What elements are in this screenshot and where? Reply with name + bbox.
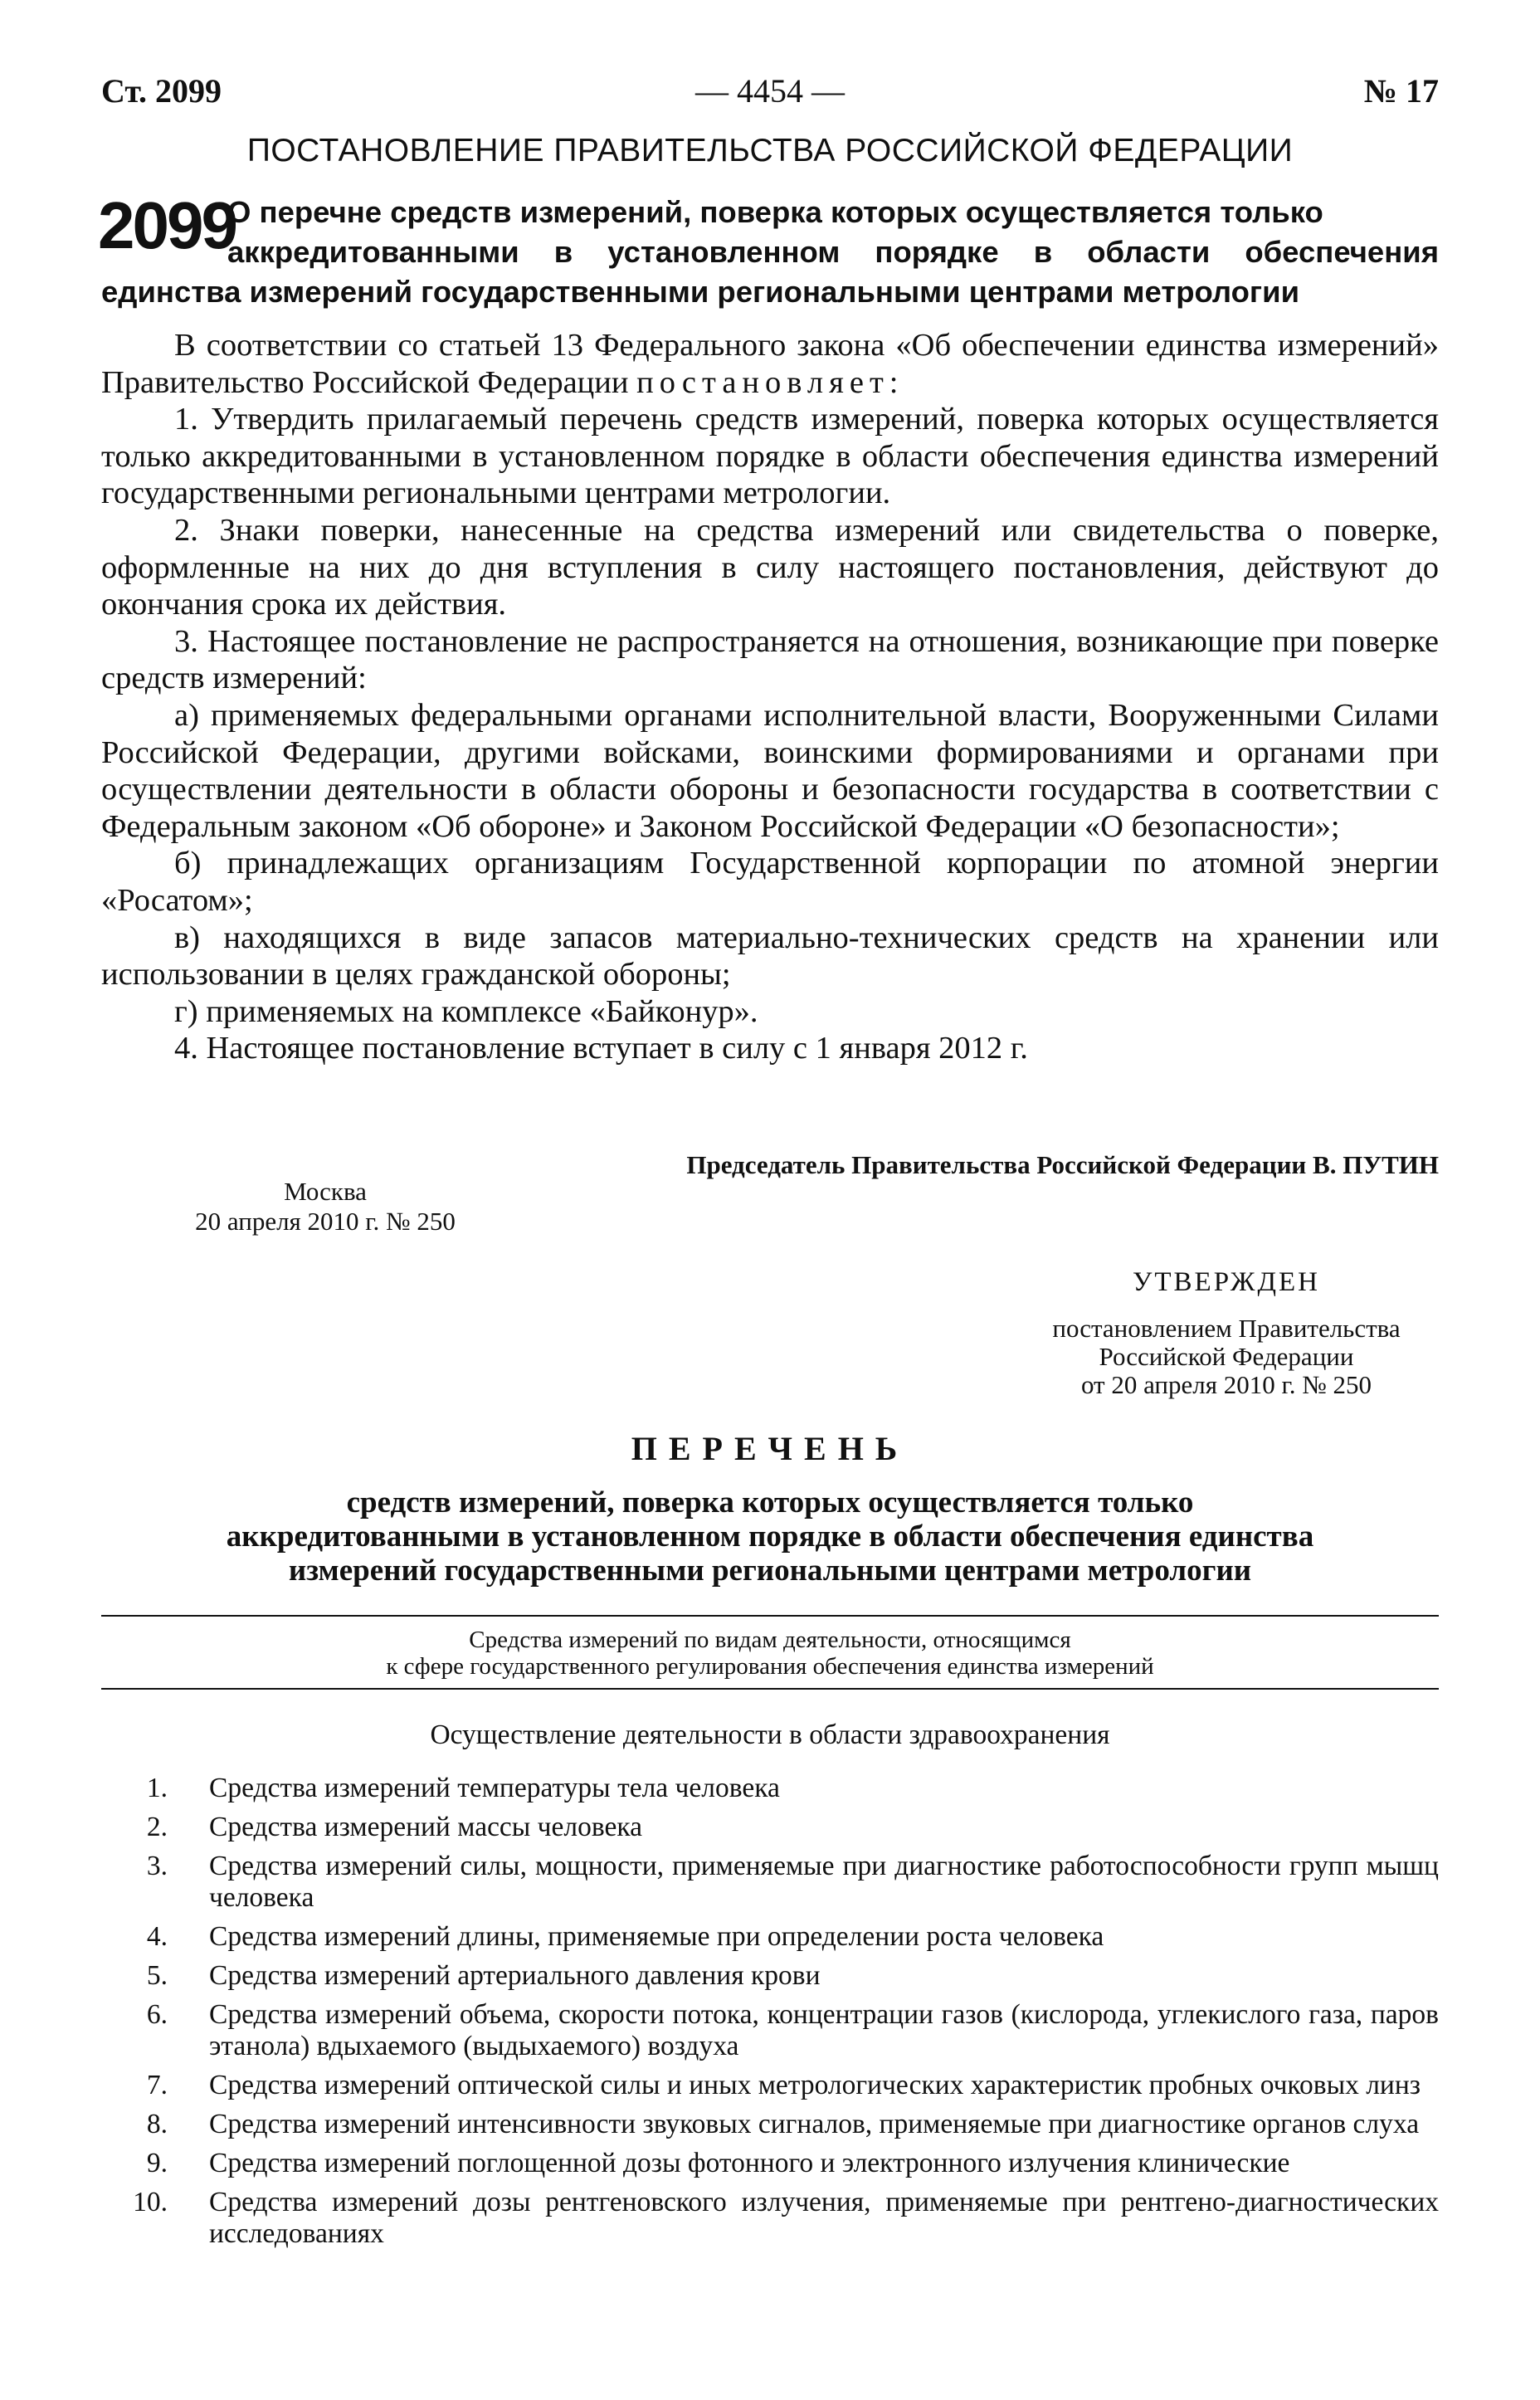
item-number: 2. <box>146 1812 168 1842</box>
section-title: Осуществление деятельности в области здравоохранения <box>430 1720 1110 1750</box>
approval-heading: УТВЕРЖДЕН <box>1133 1267 1320 1297</box>
item-number: 3. <box>146 1851 168 1881</box>
decree-word: постановляет: <box>636 364 904 400</box>
item-number: 8. <box>146 2109 168 2139</box>
measurement-list <box>101 1773 1439 2257</box>
list-item <box>101 2187 1439 2250</box>
article-number: Ст. 2099 <box>101 72 222 110</box>
list-item <box>101 1851 1439 1914</box>
item-text: Средства измерений длины, применяемые при определении роста человека <box>209 1921 1104 1952</box>
item-number: 4. <box>146 1921 168 1952</box>
item-number: 5. <box>146 1960 168 1991</box>
approval-line: постановлением Правительства <box>1052 1314 1401 1343</box>
document-number: 2099 <box>98 188 236 262</box>
paragraph: б) принадлежащих организациям Государственной корпорации по атомной энергии «Росатом»; <box>101 846 1439 918</box>
item-text: Средства измерений силы, мощности, применяемые при диагностике работоспособности групп мышц человека <box>209 1851 1439 1913</box>
paragraph: а) применяемых федеральными органами исполнительной власти, Вооруженными Силами Российской Федерации, другими войсками, воинскими формированиями и органами при осуществлении деятельности в области обороны и безопасности государства в соответствии с Федеральным законом «Об обороне» и Законом Российской Федерации «О безопасности»; <box>101 697 1439 844</box>
list-title: ПЕРЕЧЕНЬ <box>631 1430 909 1467</box>
approval-line: от 20 апреля 2010 г. № 250 <box>1080 1370 1372 1399</box>
title-line: О перечне средств измерений, поверка которых осуществляется только <box>227 195 1323 229</box>
item-text: Средства измерений оптической силы и иных метрологических характеристик пробных очковых линз <box>209 2070 1421 2100</box>
title-line: аккредитованными в установленном порядке в области обеспечения <box>227 235 1439 269</box>
item-text: Средства измерений поглощенной дозы фотонного и электронного излучения клинические <box>209 2148 1290 2178</box>
list-item <box>101 1960 1439 1992</box>
decree-body <box>101 327 1439 1067</box>
subtitle-line: аккредитованными в установленном порядке в области обеспечения единства <box>226 1520 1314 1554</box>
subtitle-line: измерений государственными региональными центрами метрологии <box>288 1554 1252 1588</box>
item-text: Средства измерений дозы рентгеновского излучения, применяемые при рентгено-диагностических исследованиях <box>209 2187 1439 2249</box>
organization-heading: ПОСТАНОВЛЕНИЕ ПРАВИТЕЛЬСТВА РОССИЙСКОЙ ФЕДЕРАЦИИ <box>246 133 1294 168</box>
item-text: Средства измерений массы человека <box>209 1812 642 1842</box>
table-header-line: к сфере государственного регулирования обеспечения единства измерений <box>386 1653 1154 1680</box>
item-text: Средства измерений артериального давления крови <box>209 1960 821 1991</box>
preamble-text: В соответствии со статьей 13 Федерального закона «Об обеспечении единства измерений» Правительство Российской Федерации <box>101 328 1439 400</box>
item-number: 6. <box>146 1999 168 2030</box>
date-number: 20 апреля 2010 г. № 250 <box>195 1207 456 1236</box>
paragraph: г) применяемых на комплексе «Байконур». <box>174 993 758 1029</box>
table-header-line: Средства измерений по видам деятельности, относящимся <box>469 1627 1071 1653</box>
paragraph: 2. Знаки поверки, нанесенные на средства измерений или свидетельства о поверке, оформленные на них до дня вступления в силу настоящего постановления, действуют до окончания срока их действия. <box>101 512 1439 622</box>
paragraph: 1. Утвердить прилагаемый перечень средств измерений, поверка которых осуществляется только аккредитованными в установленном порядке в области обеспечения единства измерений государственными региональными центрами метрологии. <box>101 402 1439 511</box>
list-item <box>101 2148 1439 2179</box>
issue-number: № 17 <box>1363 72 1439 110</box>
paragraph: в) находящихся в виде запасов материально-технических средств на хранении или использовании в целях гражданской обороны; <box>101 920 1439 993</box>
item-number: 7. <box>146 2070 168 2100</box>
approval-block <box>1027 1268 1425 1399</box>
item-number: 9. <box>146 2148 168 2178</box>
table-header-rule <box>101 1688 1439 1690</box>
list-item <box>101 2070 1439 2101</box>
list-item <box>101 1812 1439 1843</box>
subtitle-line: средств измерений, поверка которых осуществляется только <box>346 1485 1194 1520</box>
item-text: Средства измерений температуры тела человека <box>209 1773 780 1803</box>
paragraph: 3. Настоящее постановление не распространяется на отношения, возникающие при поверке средств измерений: <box>101 623 1439 696</box>
item-text: Средства измерений интенсивности звуковых сигналов, применяемые при диагностике органов слуха <box>209 2109 1420 2139</box>
item-text: Средства измерений объема, скорости потока, концентрации газов (кислорода, углекислого газа, паров этанола) вдыхаемого (выдыхаемого) воздуха <box>209 1999 1439 2061</box>
paragraph: 4. Настоящее постановление вступает в силу с 1 января 2012 г. <box>174 1031 1028 1066</box>
approval-line: Российской Федерации <box>1099 1342 1354 1371</box>
list-item <box>101 1921 1439 1953</box>
table-top-rule <box>101 1615 1439 1617</box>
signature: Председатель Правительства Российской Федерации В. ПУТИН <box>686 1150 1439 1179</box>
list-item <box>101 2109 1439 2140</box>
list-item <box>101 1773 1439 1804</box>
item-number: 10. <box>133 2187 168 2217</box>
document-title <box>101 193 1439 312</box>
item-number: 1. <box>146 1773 168 1803</box>
table-header <box>0 1627 1540 1680</box>
title-line: единства измерений государственными региональными центрами метрологии <box>101 275 1300 309</box>
preamble <box>101 327 1439 401</box>
place: Москва <box>284 1177 367 1206</box>
page-number: — 4454 — <box>695 72 845 110</box>
list-subtitle <box>0 1485 1540 1588</box>
place-date <box>168 1177 483 1237</box>
list-item <box>101 1999 1439 2062</box>
